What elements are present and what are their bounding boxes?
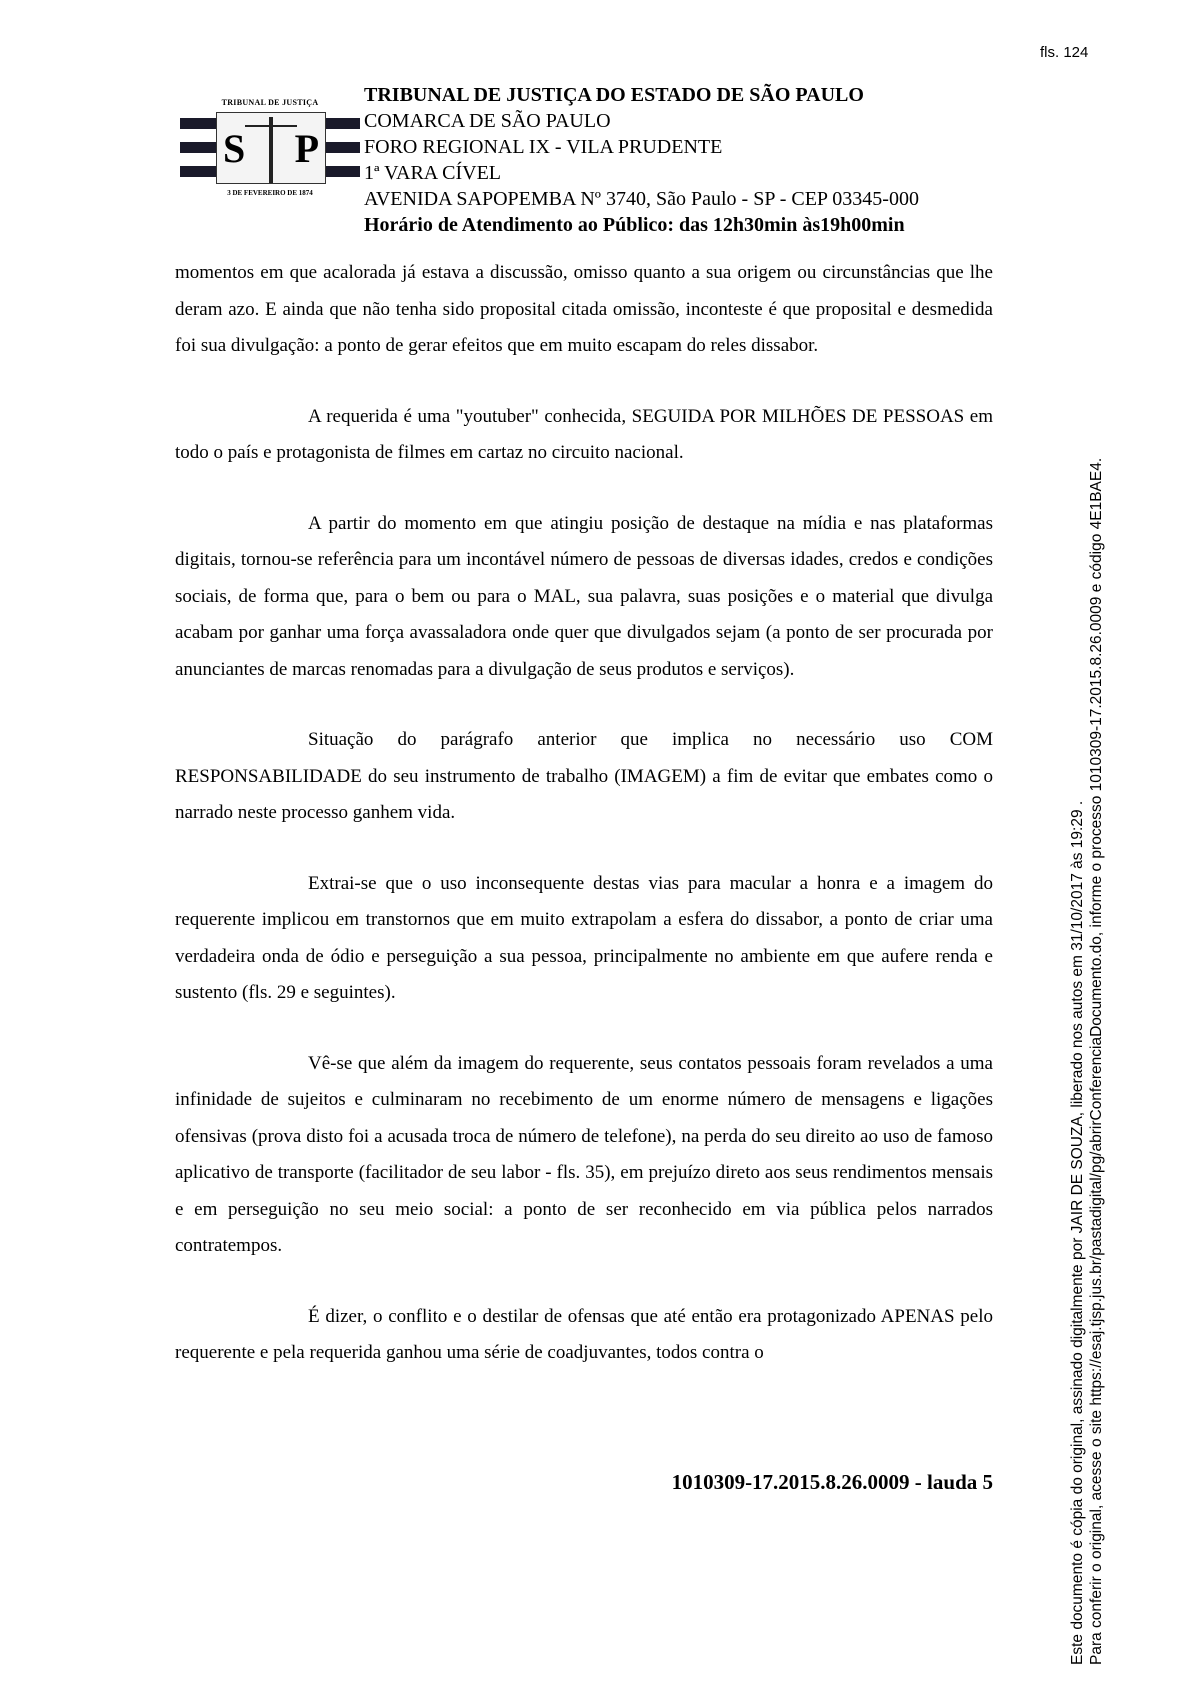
process-number-footer: 1010309-17.2015.8.26.0009 - lauda 5 — [671, 1470, 993, 1494]
sword-icon — [269, 117, 273, 183]
address: AVENIDA SAPOPEMBA Nº 3740, São Paulo - SP - CEP 03345-000 — [364, 188, 919, 210]
digital-signature-notice — [1068, 220, 1106, 1665]
opening-hours: Horário de Atendimento ao Público: das 12h30min às19h00min — [364, 214, 905, 236]
vara: 1ª VARA CÍVEL — [364, 162, 502, 184]
logo-letter-p: P — [294, 126, 319, 171]
logo-bottom-text: 3 DE FEVEREIRO DE 1874 — [227, 189, 313, 197]
logo-letter-s: S — [223, 126, 246, 171]
paragraph: É dizer, o conflito e o destilar de ofensas que até então era protagonizado APENAS pelo requerente e pela requerida ganhou uma série de coadjuvantes, todos contra o — [175, 1305, 993, 1363]
document-body — [175, 255, 993, 1406]
comarca: COMARCA DE SÃO PAULO — [364, 110, 611, 132]
verification-line: Para conferir o original, acesse o site https://esaj.tjsp.jus.br/pastadigital/pg/abrirConferenciaDocumento.do, informe o processo 1010309-17.2015.8.26.0009 e código 4E1BAE4. — [1088, 457, 1105, 1665]
paragraph: Situação do parágrafo anterior que implica no necessário uso COM RESPONSABILIDADE do seu instrumento de trabalho (IMAGEM) a fim de evitar que embates como o narrado neste processo ganhem vida. — [175, 729, 993, 823]
foro: FORO REGIONAL IX - VILA PRUDENTE — [364, 136, 723, 158]
logo-top-text: TRIBUNAL DE JUSTIÇA — [221, 98, 319, 107]
signature-line: Este documento é cópia do original, assinado digitalmente por JAIR DE SOUZA, liberado nos autos em 31/10/2017 às 19:29 . — [1069, 800, 1086, 1665]
logo-shield — [216, 112, 326, 184]
paragraph: Vê-se que além da imagem do requerente, seus contatos pessoais foram revelados a uma infinidade de sujeitos e culminaram no recebimento de um enorme número de mensagens e ligações ofensivas (prova disto foi a acusada troca de número de telefone), na perda do seu direito ao uso de famoso aplicativo de transporte (facilitador de seu labor - fls. 35), em prejuízo direto aos seus rendimentos mensais e em perseguição no seu meio social: a ponto de ser reconhecido em via pública pelos narrados contratempos. — [175, 1052, 993, 1256]
paragraph: Extrai-se que o uso inconsequente destas vias para macular a honra e a imagem do requerente implicou em transtornos que em muito extrapolam a esfera do dissabor, a ponto de criar uma verdadeira onda de ódio e perseguição a sua pessoa, principalmente no ambiente em que aufere renda e sustento (fls. 29 e seguintes). — [175, 872, 993, 1003]
page-number: fls. 124 — [1040, 44, 1089, 61]
paragraph: momentos em que acalorada já estava a discussão, omisso quanto a sua origem ou circunstâncias que lhe deram azo. E ainda que não tenha sido proposital citada omissão, inconteste é que proposital e desmedida foi sua divulgação: a ponto de gerar efeitos que em muito escapam do reles dissabor. — [175, 262, 993, 356]
court-logo — [180, 72, 360, 216]
paragraph: A partir do momento em que atingiu posição de destaque na mídia e nas plataformas digitais, tornou-se referência para um incontável número de pessoas de diversas idades, credos e condições sociais, de forma que, para o bem ou para o MAL, sua palavra, suas posições e o material que divulga acabam por ganhar uma força avassaladora onde quer que divulgados sejam (a ponto de ser procurada por anunciantes de marcas renomadas para a divulgação de seus produtos e serviços). — [175, 512, 993, 680]
court-header — [364, 82, 919, 238]
court-title: TRIBUNAL DE JUSTIÇA DO ESTADO DE SÃO PAULO — [364, 84, 864, 106]
paragraph: A requerida é uma "youtuber" conhecida, SEGUIDA POR MILHÕES DE PESSOAS em todo o país e protagonista de filmes em cartaz no circuito nacional. — [175, 405, 993, 463]
